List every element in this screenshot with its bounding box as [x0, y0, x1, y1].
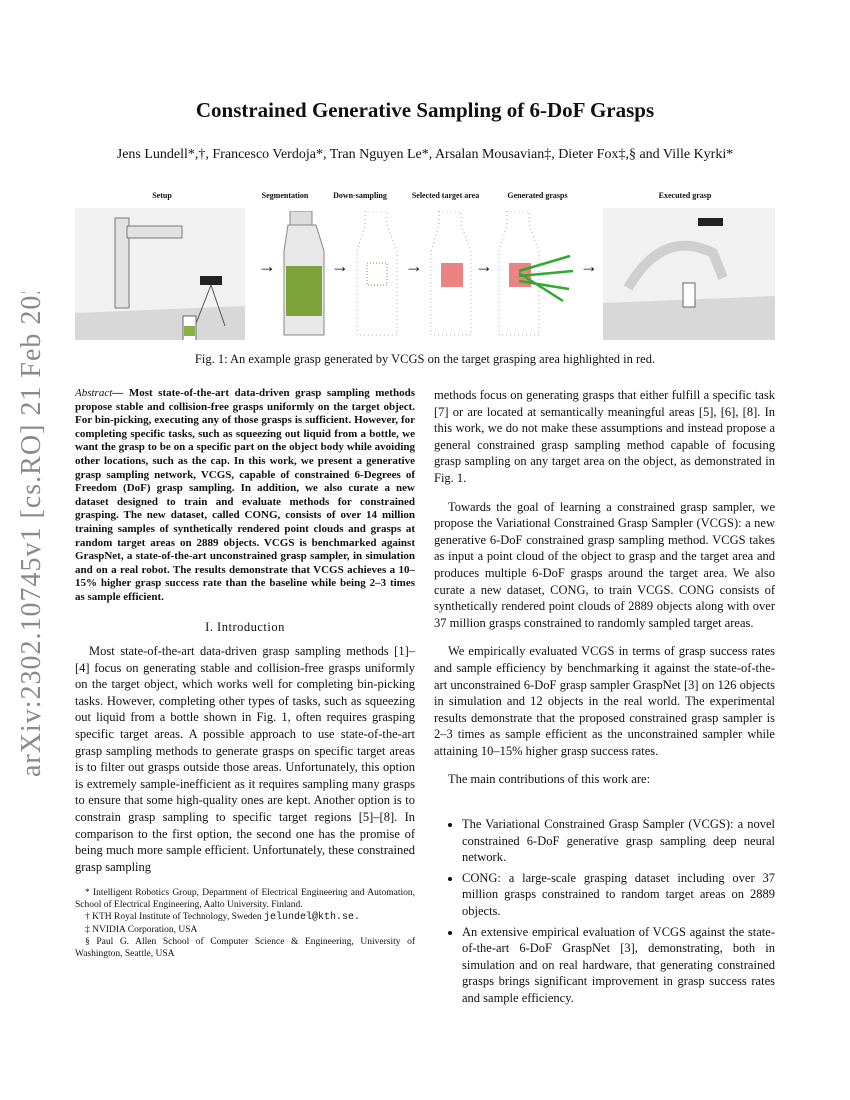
segmentation-image [280, 211, 330, 339]
target-area-cloud [427, 211, 477, 339]
arrow-5: → [580, 256, 598, 276]
contributions-list [434, 816, 775, 1007]
arrow-4: → [475, 256, 493, 276]
right-column [434, 387, 775, 1011]
list-item: • The Variational Constrained Grasp Sampler (VCGS): a novel constrained 6-DoF generative grasp sampling deep neural network. [462, 816, 775, 866]
figure-caption: Fig. 1: An example grasp generated by VCGS on the target grasping area highlighted in red. [194, 352, 656, 366]
label-executed: Executed grasp [658, 191, 712, 200]
paper-title: Constrained Generative Sampling of 6-DoF Grasps [195, 98, 655, 122]
footnote-kth-email: jelundel@kth.se. [264, 912, 361, 924]
label-setup: Setup [152, 191, 172, 200]
intro-paragraph-1-cont: methods focus on generating grasps that either fulfill a specific task [7] or are located at semantically meaningful areas [5], [6], [8]. In this work, we do not make these assumptions and instead propose a general constrained grasp sampling method capable of focusing grasp sampling on any target area on the object, as demonstrated in Fig. 1. [434, 388, 775, 485]
footnote-uw: § Paul G. Allen School of Computer Science & Engineering, University of Washington, Seattle, USA [75, 937, 415, 960]
label-target-area: Selected target area [411, 191, 480, 200]
figure-1 [75, 186, 775, 342]
footnote-nvidia: ‡ NVIDIA Corporation, USA [85, 925, 198, 936]
footnote-kth [75, 911, 415, 924]
footnote-kth-text: † KTH Royal Institute of Technology, Sweden [85, 912, 262, 923]
arrow-3: → [405, 256, 423, 276]
list-item: • CONG: a large-scale grasping dataset including over 37 million grasps constrained to random target areas on 2889 objects. [462, 870, 775, 920]
abstract-lead: Abstract [75, 387, 113, 399]
author-list: Jens Lundell*,†, Francesco Verdoja*, Tran Nguyen Le*, Arsalan Mousavian‡, Dieter Fox‡,§ and Ville Kyrki* [116, 147, 734, 162]
generated-grasps [495, 211, 575, 339]
arrow-2: → [331, 256, 349, 276]
label-generated: Generated grasps [507, 191, 568, 200]
footnote-aalto: * Intelligent Robotics Group, Department of Electrical Engineering and Automation, School of Electrical Engineering, Aalto University. Finland. [75, 888, 415, 911]
intro-paragraph-1: Most state-of-the-art data-driven grasp sampling methods [1]–[4] focus on generating stable and collision-free grasps uniformly on the target object, which works well for completing bin-picking tasks. However, completing other types of tasks, such as squeezing out liquid from a bottle shown in Fig. 1, often requires grasping specific target areas. A possible approach to use state-of-the-art grasp sampling methods to generate grasps on specific target areas is to filter out grasps outside those areas. Unfortunately, this option is extremely sample-inefficient as it requires sampling many grasps to ensure that some high-quality ones are kept. Another option is to constrain grasp sampling to specific target regions [5]–[8]. In comparison to the first option, the second one has the promise of being much more sample efficient. Unfortunately, these constrained grasp sampling [75, 644, 415, 874]
label-downsampling: Down-sampling [333, 191, 387, 200]
abstract-text: — Most state-of-the-art data-driven grasp sampling methods propose stable and collision-free grasps uniformly on the target object. For bin-picking, executing any of those grasps is sufficient. However, for completing specific tasks, such as squeezing out liquid from a bottle, we want the grasp to be on a specific part on the object body while avoiding other locations, such as the cap. In this work, we present a generative grasp sampling network, VCGS, capable of constrained 6-Degrees of Freedom (DoF) grasp sampling. In addition, we also curate a new dataset designed to train and evaluate methods for constrained grasping. The new dataset, called CONG, consists of over 14 million training samples of synthetically rendered point clouds and grasps at random target areas on 2889 objects. VCGS is benchmarked against GraspNet, a state-of-the-art unconstrained grasp sampler, in simulation and on a real robot. The results demonstrate that VCGS achieves a 10–15% higher grasp success rate than the baseline while being 2–3 times as sample efficient. [75, 387, 415, 603]
arxiv-id: arXiv:2302.10745v1 [cs.RO] 21 Feb 2023 [16, 292, 47, 777]
arxiv-sidebar [10, 292, 50, 792]
executed-grasp-photo [603, 208, 775, 340]
left-column [75, 387, 415, 960]
abstract [75, 387, 415, 605]
section-heading: I. Introduction [205, 619, 285, 634]
list-item: • An extensive empirical evaluation of VCGS against the state-of-the-art 6-DoF GraspNet [3], demonstrating, both in simulation and on real hardware, that generating constrained grasps brings significant improvement in grasp success rates and sample efficiency. [462, 924, 775, 1007]
setup-photo [75, 208, 245, 340]
downsampling-cloud [353, 211, 403, 339]
arrow-1: → [258, 256, 276, 276]
intro-paragraph-3: We empirically evaluated VCGS in terms of grasp success rates and sample efficiency by benchmarking it against the state-of-the-art unconstrained 6-DoF grasp sampler GraspNet [3] on 126 objects in simulation and 12 objects in the real world. The experimental results demonstrate that the proposed constrained grasp sampler is 2–3 times as sample efficient as the unconstrained sampler while attaining 10–15% higher grasp success rates. [434, 644, 775, 758]
intro-paragraph-4: The main contributions of this work are: [448, 772, 651, 787]
footnotes [75, 887, 415, 960]
label-segmentation: Segmentation [261, 191, 309, 200]
intro-paragraph-2: Towards the goal of learning a constrained grasp sampler, we propose the Variational Constrained Grasp Sampler (VCGS): a new generative 6-DoF constrained grasp sampling method. VCGS takes as input a point cloud of the object to grasp and the target area and produces multiple 6-DoF grasps around the target area. We also curate a new dataset, CONG, to train VCGS. CONG consists of synthetically rendered point clouds of 2889 objects along with over 37 million grasps constrained to randomly sampled target areas. [434, 499, 775, 630]
